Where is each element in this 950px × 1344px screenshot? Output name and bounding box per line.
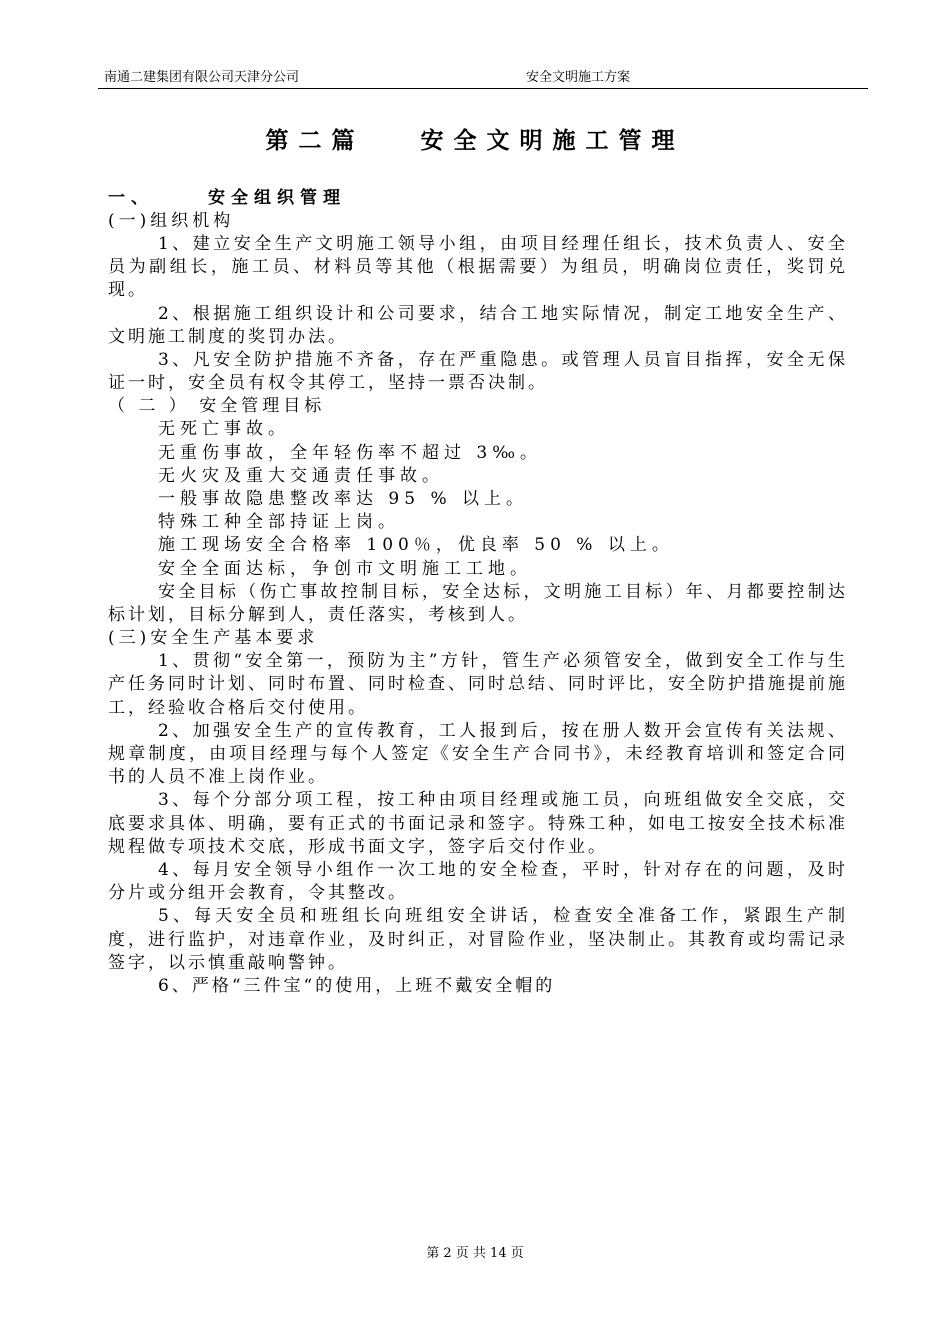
paragraph: 1、建立安全生产文明施工领导小组，由项目经理任组长，技术负责人、安全员为副组长，施工员、材料员等其他（根据需要）为组员，明确岗位责任，奖罚兑现。 [108,234,848,301]
subsection-heading-3: (三)安全生产基本要求 [108,628,319,649]
header-company: 南通二建集团有限公司天津分公司 [104,70,300,85]
paragraph: 3、每个分部分项工程，按工种由项目经理或施工员，向班组做安全交底，交底要求具体、明确，要有正式的书面记录和签字。特殊工种，如电工按安全技术标准规程做专项技术交底，形成书面文字，签字后交付作业。 [108,790,848,857]
page-title [0,122,950,155]
target-item: 无重伤事故，全年轻伤率不超过 3‰。 [158,442,543,463]
target-item: 施工现场安全合格率 100％，优良率 50 % 以上。 [158,535,674,556]
paragraph: 1、贯彻“安全第一，预防为主”方针，管生产必须管安全，做到安全工作与生产任务同时计划、同时布置、同时检查、同时总结、同时评比，安全防护措施提前施工，经验收合格后交付使用。 [108,651,848,718]
paragraph: 4、每月安全领导小组作一次工地的安全检查，平时，针对存在的问题，及时分片或分组开会教育，令其整改。 [108,859,848,904]
title-name: 安全文明施工管理 [420,128,685,154]
target-item: 一般事故隐患整改率达 95 % 以上。 [158,488,528,509]
paragraph: 5、每天安全员和班组长向班组安全讲话，检查安全准备工作，紧跟生产制度，进行监护，对违章作业，及时纠正，对冒险作业，坚决制止。其教育或均需记录签字，以示慎重敲响警钟。 [108,906,848,973]
subsection-heading-1: (一)组织机构 [108,211,235,231]
subsection-heading-2: （ 二 ） 安全管理目标 [108,396,326,417]
document-body [108,186,848,998]
header-doc-title: 安全文明施工方案 [526,70,631,85]
target-item: 特殊工种全部持证上岗。 [158,512,400,533]
page-header [98,66,868,89]
target-item: 安全全面达标，争创市文明施工工地。 [158,558,532,579]
target-item: 无火灾及重大交通责任事故。 [158,465,444,486]
paragraph: 6、严格“三件宝“的使用，上班不戴安全帽的 [158,975,556,996]
title-part: 第二篇 [265,128,365,154]
paragraph: 3、凡安全防护措施不齐备，存在严重隐患。或管理人员盲目指挥，安全无保证一时，安全员有权令其停工，坚持一票否决制。 [108,350,848,394]
section-heading [108,186,848,210]
paragraph: 安全目标（伤亡事故控制目标，安全达标，文明施工目标）年、月都要控制达标计划，目标分解到人，责任落实，考核到人。 [108,581,848,625]
section-title: 安全组织管理 [208,188,346,208]
page-footer: 第 2 页 共 14 页 [426,1246,524,1261]
paragraph: 2、根据施工组织设计和公司要求，结合工地实际情况，制定工地安全生产、文明施工制度的奖罚办法。 [108,303,848,347]
target-item: 无死亡事故。 [158,419,290,440]
paragraph: 2、加强安全生产的宣传教育，工人报到后，按在册人数开会宣传有关法规、规章制度，由项目经理与每个人签定《安全生产合同书》，未经教育培训和签定合同书的人员不准上岗作业。 [108,720,848,788]
section-number: 一、 [108,188,154,208]
